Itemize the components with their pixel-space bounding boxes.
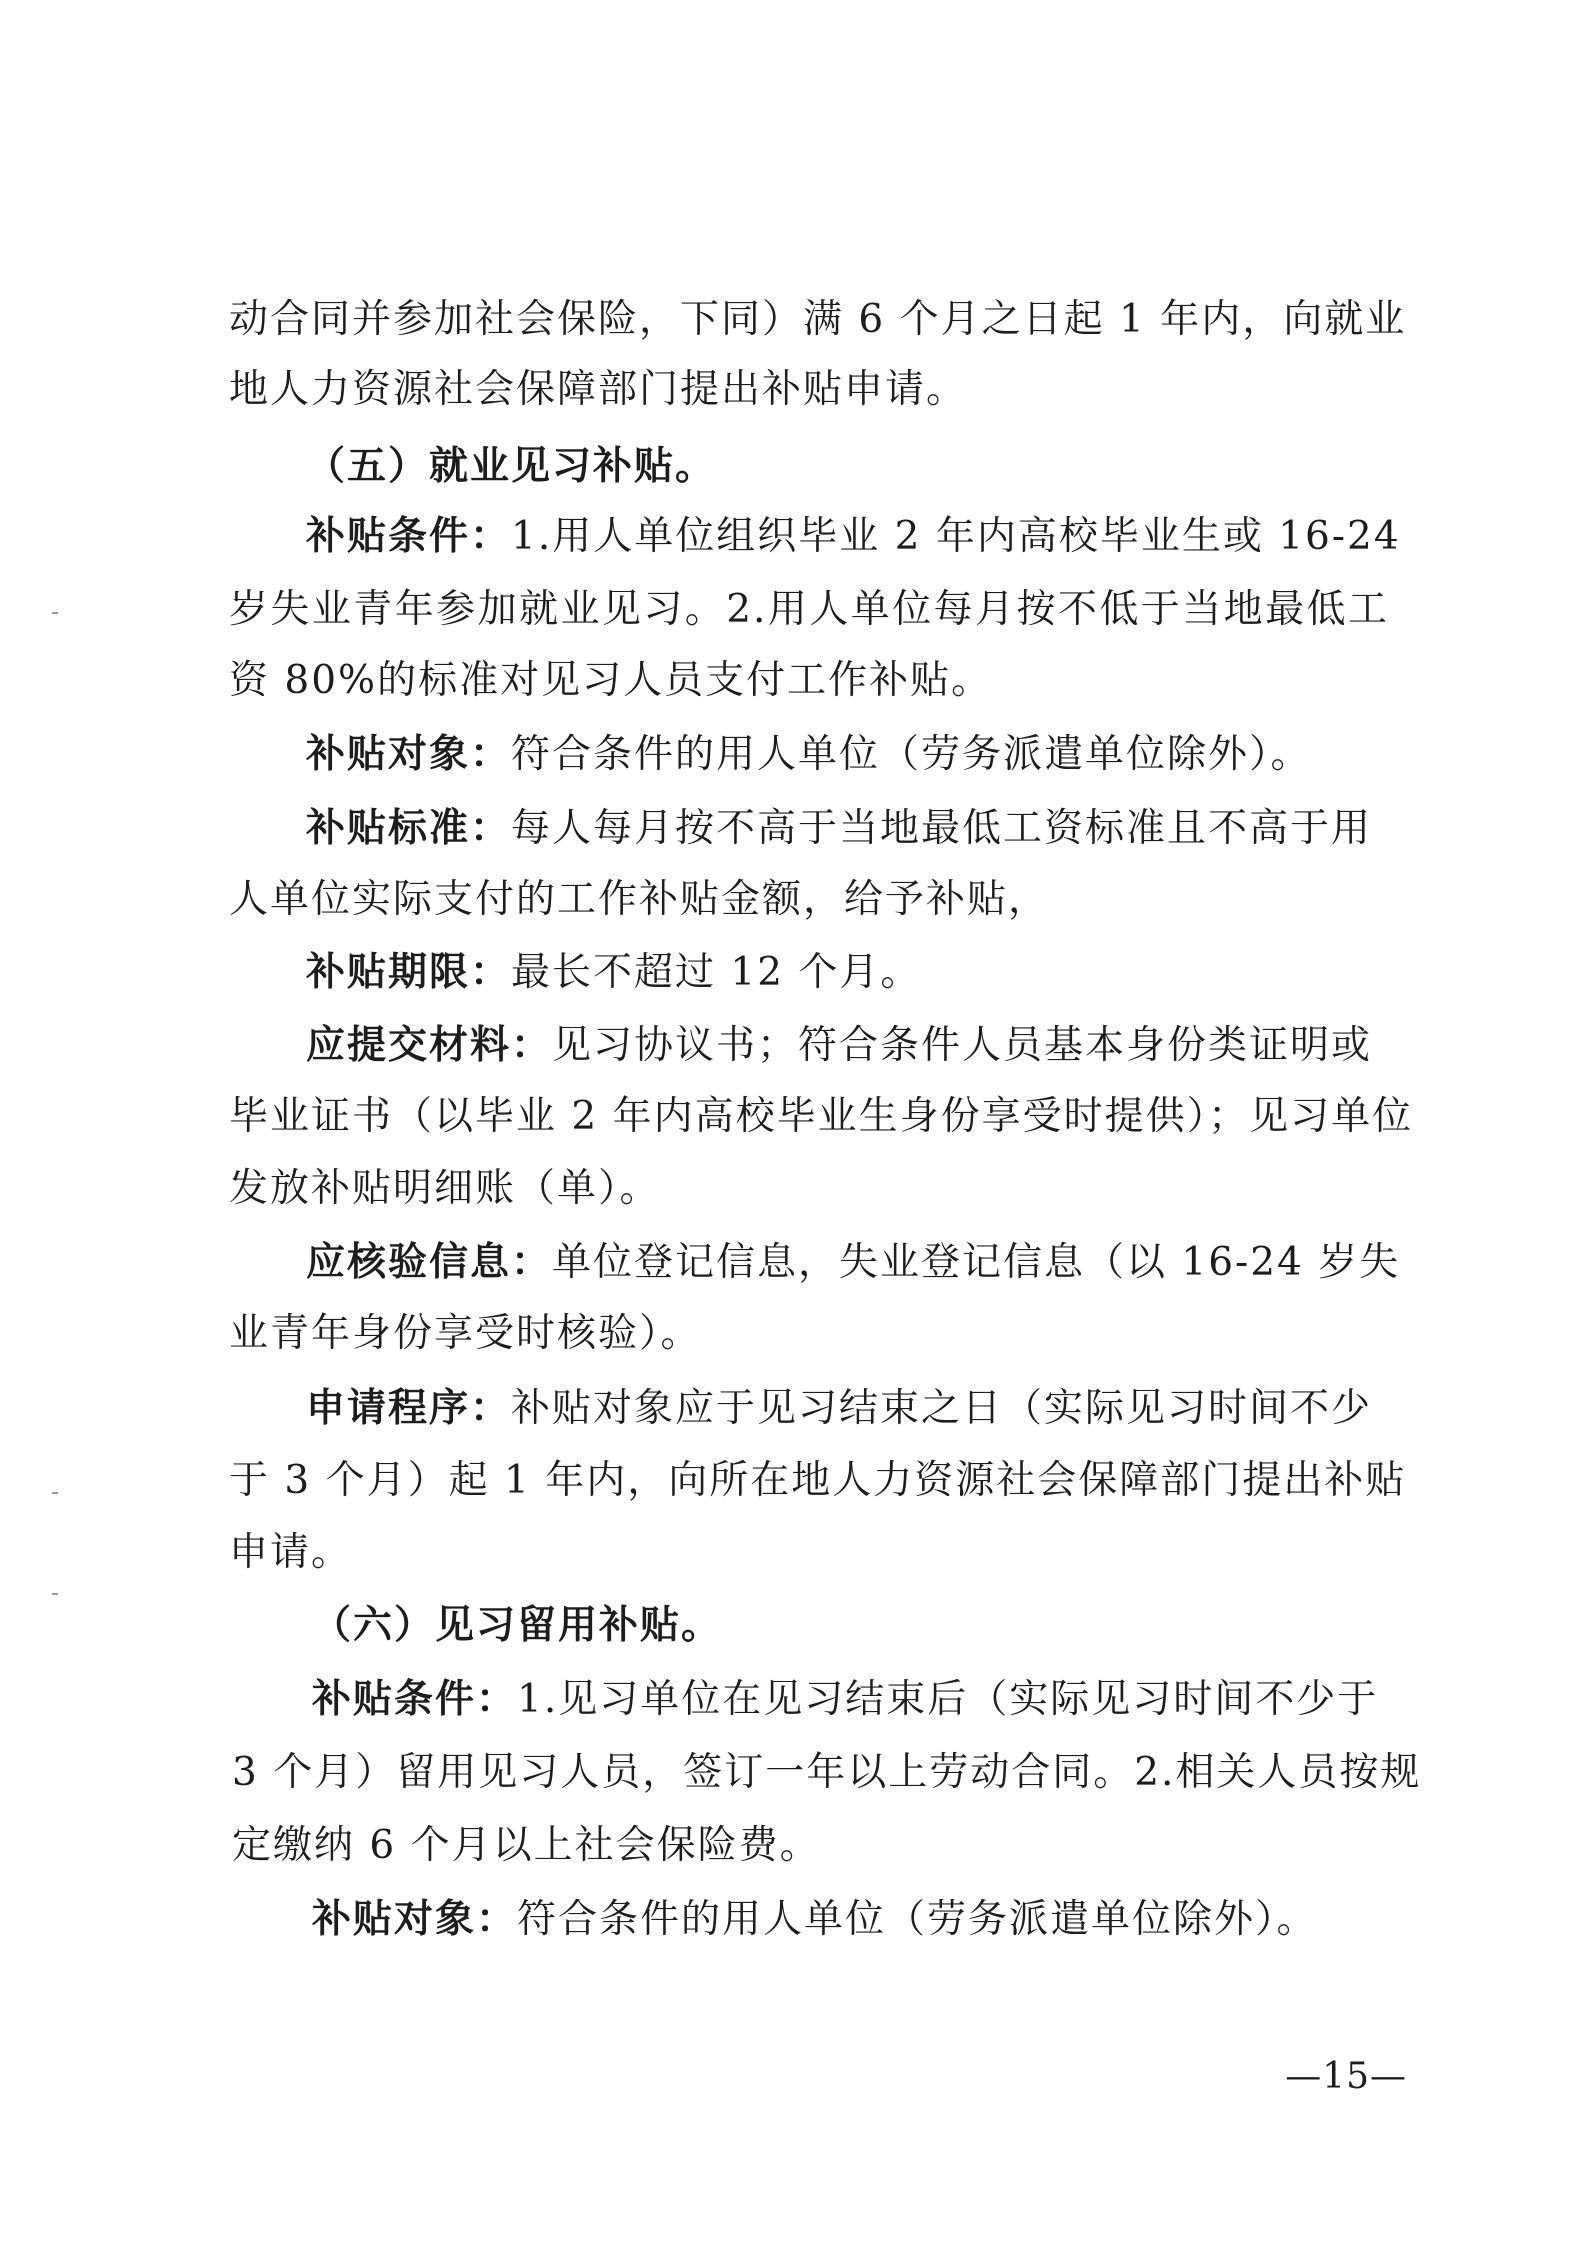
field-text: 符合条件的用人单位（劳务派遣单位除外）。 (511, 732, 1312, 777)
field-label: 补贴对象： (312, 1896, 518, 1942)
scan-speck (52, 1492, 58, 1494)
field-label: 申请程序： (306, 1385, 512, 1431)
body-line: 人单位实际支付的工作补贴金额，给予补贴， (229, 877, 1050, 922)
labeled-line (306, 949, 921, 996)
field-label: 补贴期限： (306, 949, 512, 995)
body-line: 定缴纳 6 个月以上社会保险费。 (232, 1823, 821, 1868)
labeled-line (306, 513, 1401, 560)
scan-speck (52, 1593, 58, 1595)
body-line: 发放补贴明细账（单）。 (229, 1166, 661, 1211)
field-label: 补贴条件： (306, 513, 512, 559)
section-heading: （五）就业见习补贴。 (306, 443, 717, 489)
labeled-line (312, 1896, 1318, 1943)
field-text: 1.见习单位在见习结束后（实际见习时间不少于 (517, 1677, 1379, 1722)
page-number: —15— (1285, 2056, 1407, 2097)
labeled-line (306, 731, 1312, 778)
body-line: 资 80%的标准对见习人员支付工作补贴。 (229, 658, 993, 703)
body-line: 于 3 个月）起 1 年内，向所在地人力资源社会保障部门提出补贴 (229, 1458, 1407, 1503)
labeled-line (306, 1239, 1400, 1286)
field-text: 最长不超过 12 个月。 (511, 950, 922, 995)
field-text: 补贴对象应于见习结束之日（实际见习时间不少 (511, 1386, 1373, 1431)
body-line: 岁失业青年参加就业见习。2.用人单位每月按不低于当地最低工 (229, 587, 1389, 632)
field-label: 补贴标准： (306, 805, 512, 851)
field-text: 单位登记信息，失业登记信息（以 16-24 岁失 (552, 1240, 1401, 1285)
body-line: 业青年身份享受时核验）。 (229, 1311, 702, 1356)
scan-speck (52, 612, 58, 614)
labeled-line (312, 1676, 1378, 1723)
body-line: 地人力资源社会保障部门提出补贴申请。 (229, 367, 968, 412)
field-label: 应核验信息： (306, 1239, 553, 1285)
field-text: 见习协议书；符合条件人员基本身份类证明或 (552, 1023, 1373, 1068)
labeled-line (306, 1022, 1372, 1069)
field-label: 应提交材料： (306, 1022, 553, 1068)
section-heading: （六）见习留用补贴。 (312, 1602, 723, 1648)
field-text: 每人每月按不高于当地最低工资标准且不高于用 (511, 806, 1373, 851)
body-line: 申请。 (229, 1530, 353, 1575)
labeled-line (306, 1385, 1372, 1432)
labeled-line (306, 805, 1372, 852)
field-text: 符合条件的用人单位（劳务派遣单位除外）。 (517, 1897, 1318, 1942)
field-label: 补贴条件： (312, 1676, 518, 1722)
field-text: 1.用人单位组织毕业 2 年内高校毕业生或 16-24 (511, 514, 1401, 559)
body-line: 3 个月）留用见习人员，签订一年以上劳动合同。2.相关人员按规 (232, 1750, 1422, 1795)
body-line: 动合同并参加社会保险，下同）满 6 个月之日起 1 年内，向就业 (229, 297, 1407, 342)
body-line: 毕业证书（以毕业 2 年内高校毕业生身份享受时提供）；见习单位 (229, 1094, 1414, 1139)
field-label: 补贴对象： (306, 731, 512, 777)
